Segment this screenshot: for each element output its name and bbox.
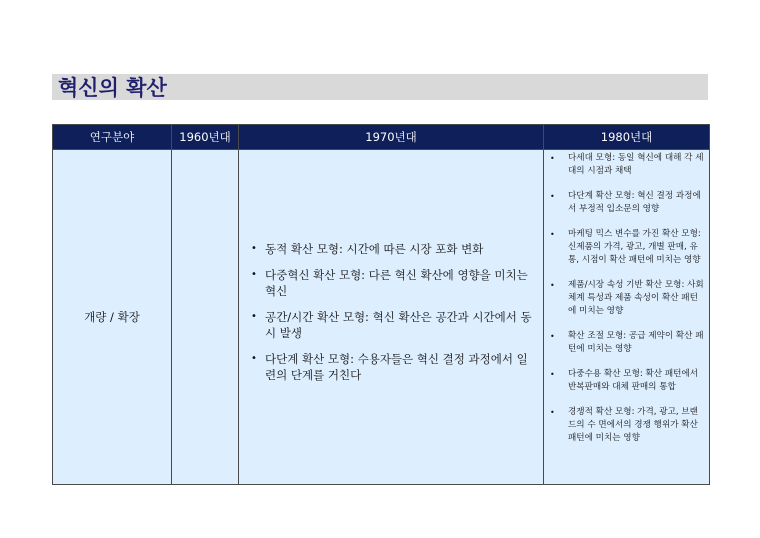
- table-row: [53, 150, 710, 485]
- cell-1960s: [172, 150, 239, 485]
- header-1970s: 1970년대: [239, 125, 544, 150]
- table-header-row: [53, 125, 710, 150]
- row-label-cell: [53, 150, 172, 485]
- list-1980s: [544, 150, 709, 445]
- list-item: • 공간/시간 확산 모형: 혁신 확산은 공간과 시간에서 동시 발생: [251, 309, 537, 341]
- title-bar: [52, 74, 708, 100]
- list-item: • 다단계 확산 모형: 수용자들은 혁신 결정 과정에서 일련의 단계를 거친다: [251, 351, 537, 383]
- list-1970s: [239, 241, 543, 383]
- header-field: 연구분야: [53, 125, 172, 150]
- page-title: 혁신의 확산: [58, 76, 167, 100]
- list-item: • 확산 조절 모형: 공급 제약이 확산 패턴에 미치는 영향: [550, 330, 705, 356]
- list-item: • 다세대 모형: 동일 혁신에 대해 각 세대의 시점과 채택: [550, 152, 705, 178]
- header-1960s: 1960년대: [172, 125, 239, 150]
- list-item: • 다중혁신 확산 모형: 다른 혁신 확산에 영향을 미치는 혁신: [251, 267, 537, 299]
- row-label: 개량 / 확장: [84, 310, 140, 324]
- cell-1970s: [239, 150, 544, 485]
- cell-1980s: [544, 150, 710, 485]
- list-item: • 동적 확산 모형: 시간에 따른 시장 포화 변화: [251, 241, 537, 257]
- list-item: • 다단계 확산 모형: 혁신 결정 과정에서 부정적 입소문의 영향: [550, 190, 705, 216]
- header-1980s: 1980년대: [544, 125, 710, 150]
- list-item: • 제품/시장 속성 기반 확산 모형: 사회 체계 특성과 제품 속성이 확산 패턴에 미치는 영향: [550, 279, 705, 318]
- list-item: • 경쟁적 확산 모형: 가격, 광고, 브랜드의 수 면에서의 경쟁 행위가 확산 패턴에 미치는 영향: [550, 406, 705, 445]
- list-item: • 다중수용 확산 모형: 확산 패턴에서 반복판매와 대체 판매의 통합: [550, 368, 705, 394]
- list-item: • 마케팅 믹스 변수를 가진 확산 모형: 신제품의 가격, 광고, 개별 판매, 유통, 시점이 확산 패턴에 미치는 영향: [550, 228, 705, 267]
- research-table: [52, 124, 710, 485]
